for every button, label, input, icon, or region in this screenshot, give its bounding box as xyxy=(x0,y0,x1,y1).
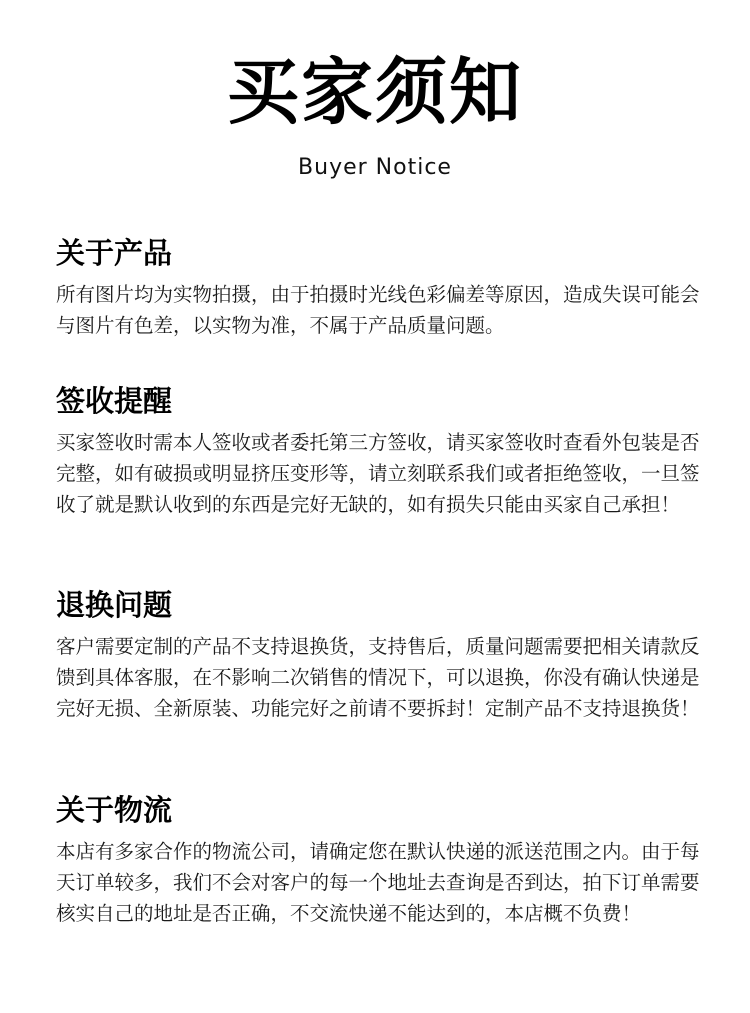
page-subtitle: Buyer Notice xyxy=(298,155,452,180)
section-body: 客户需要定制的产品不支持退换货，支持售后，质量问题需要把相关请款反馈到具体客服，在不影响二次销售的情况下，可以退换，你没有确认快递是完好无损、全新原装、功能完好之前请不要拆封！定制产品不支持退换货！ xyxy=(56,635,700,720)
section-heading: 退换问题 xyxy=(56,588,173,622)
section-delivery-receipt xyxy=(56,383,716,520)
section-about-product xyxy=(56,235,716,341)
notice-header xyxy=(0,48,750,182)
section-body: 本店有多家合作的物流公司，请确定您在默认快递的派送范围之内。由于每天订单较多，我们不会对客户的每一个地址去查询是否到达，拍下订单需要核实自己的地址是否正确，不交流快递不能达到的，本店概不负费！ xyxy=(56,840,700,925)
section-body: 买家签收时需本人签收或者委托第三方签收，请买家签收时查看外包装是否完整，如有破损或明显挤压变形等，请立刻联系我们或者拒绝签收，一旦签收了就是默认收到的东西是完好无缺的，如有损失只能由买家自己承担！ xyxy=(56,431,700,516)
page-title: 买家须知 xyxy=(226,50,523,134)
section-logistics xyxy=(56,792,716,929)
section-heading: 关于产品 xyxy=(56,236,173,270)
section-heading: 关于物流 xyxy=(56,793,173,827)
section-body: 所有图片均为实物拍摄，由于拍摄时光线色彩偏差等原因，造成失误可能会与图片有色差，以实物为准，不属于产品质量问题。 xyxy=(56,283,700,337)
section-returns xyxy=(56,587,716,724)
section-heading: 签收提醒 xyxy=(56,384,173,418)
